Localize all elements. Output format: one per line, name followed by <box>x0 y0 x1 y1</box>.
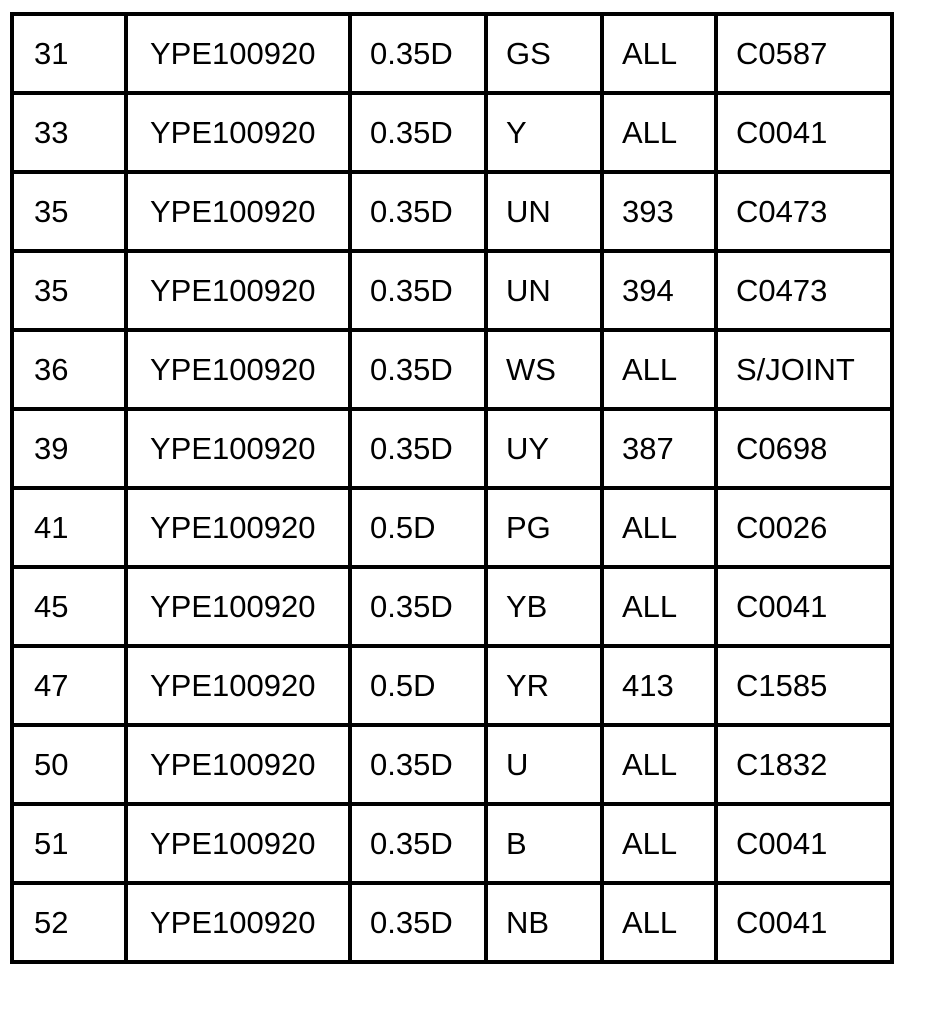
data-table-container <box>10 12 894 964</box>
size-cell: 0.5D <box>350 488 486 567</box>
size-cell: 0.35D <box>350 93 486 172</box>
row-number-cell: 41 <box>12 488 126 567</box>
part-code-cell: YPE100920 <box>126 172 350 251</box>
row-number-cell: 52 <box>12 883 126 962</box>
connector-code-cell: C0473 <box>716 172 892 251</box>
part-code-cell: YPE100920 <box>126 251 350 330</box>
color-code-cell: B <box>486 804 602 883</box>
color-code-cell: PG <box>486 488 602 567</box>
size-cell: 0.35D <box>350 330 486 409</box>
connector-code-cell: C0026 <box>716 488 892 567</box>
table-row <box>12 804 892 883</box>
row-number-cell: 39 <box>12 409 126 488</box>
table-row <box>12 883 892 962</box>
table-row <box>12 172 892 251</box>
connector-code-cell: C0041 <box>716 804 892 883</box>
row-number-cell: 51 <box>12 804 126 883</box>
row-number-cell: 47 <box>12 646 126 725</box>
table-row <box>12 251 892 330</box>
connector-code-cell: C0041 <box>716 883 892 962</box>
scope-cell: ALL <box>602 93 716 172</box>
table-body <box>12 14 892 962</box>
part-code-cell: YPE100920 <box>126 804 350 883</box>
table-row <box>12 409 892 488</box>
scope-cell: ALL <box>602 488 716 567</box>
scope-cell: ALL <box>602 330 716 409</box>
size-cell: 0.35D <box>350 172 486 251</box>
scope-cell: ALL <box>602 883 716 962</box>
connector-code-cell: C0041 <box>716 567 892 646</box>
row-number-cell: 35 <box>12 251 126 330</box>
color-code-cell: Y <box>486 93 602 172</box>
row-number-cell: 36 <box>12 330 126 409</box>
part-code-cell: YPE100920 <box>126 14 350 93</box>
scope-cell: ALL <box>602 725 716 804</box>
color-code-cell: UY <box>486 409 602 488</box>
connector-code-cell: C1585 <box>716 646 892 725</box>
connector-code-cell: C0041 <box>716 93 892 172</box>
size-cell: 0.35D <box>350 567 486 646</box>
row-number-cell: 50 <box>12 725 126 804</box>
row-number-cell: 31 <box>12 14 126 93</box>
part-code-cell: YPE100920 <box>126 567 350 646</box>
color-code-cell: YB <box>486 567 602 646</box>
scope-cell: 387 <box>602 409 716 488</box>
color-code-cell: GS <box>486 14 602 93</box>
part-code-cell: YPE100920 <box>126 883 350 962</box>
size-cell: 0.35D <box>350 883 486 962</box>
part-code-cell: YPE100920 <box>126 409 350 488</box>
part-code-cell: YPE100920 <box>126 93 350 172</box>
color-code-cell: U <box>486 725 602 804</box>
table-row <box>12 646 892 725</box>
color-code-cell: UN <box>486 251 602 330</box>
size-cell: 0.35D <box>350 251 486 330</box>
size-cell: 0.35D <box>350 409 486 488</box>
connector-code-cell: C1832 <box>716 725 892 804</box>
table-row <box>12 330 892 409</box>
scope-cell: 393 <box>602 172 716 251</box>
scope-cell: ALL <box>602 804 716 883</box>
color-code-cell: WS <box>486 330 602 409</box>
table-row <box>12 93 892 172</box>
table-row <box>12 567 892 646</box>
part-code-cell: YPE100920 <box>126 330 350 409</box>
scope-cell: ALL <box>602 14 716 93</box>
color-code-cell: UN <box>486 172 602 251</box>
size-cell: 0.35D <box>350 804 486 883</box>
part-code-cell: YPE100920 <box>126 725 350 804</box>
color-code-cell: YR <box>486 646 602 725</box>
part-code-cell: YPE100920 <box>126 646 350 725</box>
connector-code-cell: C0587 <box>716 14 892 93</box>
table-row <box>12 14 892 93</box>
scope-cell: 394 <box>602 251 716 330</box>
size-cell: 0.35D <box>350 725 486 804</box>
row-number-cell: 35 <box>12 172 126 251</box>
row-number-cell: 33 <box>12 93 126 172</box>
part-code-cell: YPE100920 <box>126 488 350 567</box>
table-row <box>12 725 892 804</box>
color-code-cell: NB <box>486 883 602 962</box>
table-row <box>12 488 892 567</box>
connector-code-cell: C0698 <box>716 409 892 488</box>
scope-cell: 413 <box>602 646 716 725</box>
connector-code-cell: C0473 <box>716 251 892 330</box>
connector-code-cell: S/JOINT <box>716 330 892 409</box>
size-cell: 0.35D <box>350 14 486 93</box>
scope-cell: ALL <box>602 567 716 646</box>
size-cell: 0.5D <box>350 646 486 725</box>
data-table <box>10 12 894 964</box>
row-number-cell: 45 <box>12 567 126 646</box>
